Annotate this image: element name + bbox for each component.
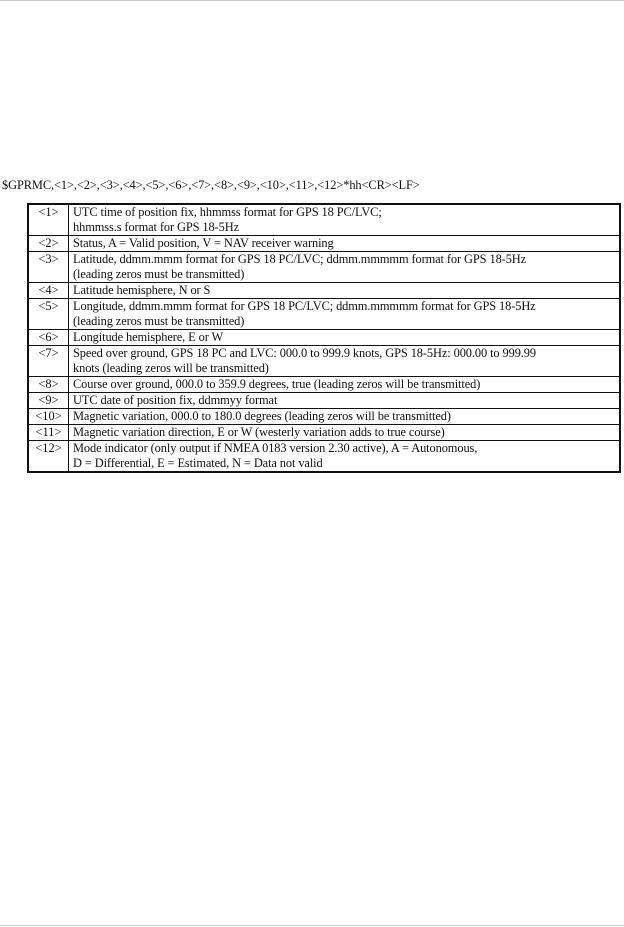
field-description <box>69 441 621 473</box>
table-row-field-11 <box>28 425 620 441</box>
table-row-field-6 <box>28 330 620 346</box>
field-id: <7> <box>28 346 69 377</box>
field-id: <9> <box>28 393 69 409</box>
field-description-line: UTC date of position fix, ddmmyy format <box>73 393 278 407</box>
field-description-line: Speed over ground, GPS 18 PC and LVC: 000.0 to 999.9 knots, GPS 18-5Hz: 000.00 to 999.99 <box>73 346 536 360</box>
field-description-line: knots (leading zeros will be transmitted) <box>73 361 269 375</box>
table-row-field-10 <box>28 409 620 425</box>
table-row-field-5 <box>28 299 620 330</box>
field-description-line: (leading zeros must be transmitted) <box>73 267 245 281</box>
field-description <box>69 393 621 409</box>
table-row-field-8 <box>28 377 620 393</box>
field-description-line: D = Differential, E = Estimated, N = Data not valid <box>73 456 323 470</box>
field-description <box>69 252 621 283</box>
field-id: <3> <box>28 252 69 283</box>
field-id: <4> <box>28 283 69 299</box>
field-description-line: UTC time of position fix, hhmmss format for GPS 18 PC/LVC; <box>73 205 382 219</box>
field-id: <5> <box>28 299 69 330</box>
field-description-line: Magnetic variation direction, E or W (westerly variation adds to true course) <box>73 425 445 439</box>
field-id: <10> <box>28 409 69 425</box>
field-id: <11> <box>28 425 69 441</box>
field-description <box>69 299 621 330</box>
table-row-field-9 <box>28 393 620 409</box>
field-description-line: (leading zeros must be transmitted) <box>73 314 245 328</box>
field-id: <8> <box>28 377 69 393</box>
field-description <box>69 409 621 425</box>
field-description <box>69 330 621 346</box>
field-description-line: hhmmss.s format for GPS 18-5Hz <box>73 220 239 234</box>
field-description-line: Longitude, ddmm.mmm format for GPS 18 PC/LVC; ddmm.mmmmm format for GPS 18-5Hz <box>73 299 536 313</box>
field-description-line: Latitude, ddmm.mmm format for GPS 18 PC/LVC; ddmm.mmmmm format for GPS 18-5Hz <box>73 252 527 266</box>
field-description-line: Longitude hemisphere, E or W <box>73 330 224 344</box>
table-row-field-12 <box>28 441 620 473</box>
table-row-field-1 <box>28 204 620 236</box>
field-id: <6> <box>28 330 69 346</box>
field-description <box>69 204 621 236</box>
field-description <box>69 346 621 377</box>
field-description-line: Magnetic variation, 000.0 to 180.0 degrees (leading zeros will be transmitted) <box>73 409 451 423</box>
table-row-field-2 <box>28 236 620 252</box>
field-description <box>69 425 621 441</box>
field-description-line: Course over ground, 000.0 to 359.9 degrees, true (leading zeros will be transmitted) <box>73 377 481 391</box>
field-description-line: Status, A = Valid position, V = NAV receiver warning <box>73 236 334 250</box>
field-description <box>69 377 621 393</box>
field-id: <12> <box>28 441 69 473</box>
field-definition-table <box>27 203 621 473</box>
table-row-field-7 <box>28 346 620 377</box>
field-description-line: Mode indicator (only output if NMEA 0183 version 2.30 active), A = Autonomous, <box>73 441 478 455</box>
field-id: <1> <box>28 204 69 236</box>
sentence-format-line: $GPRMC,<1>,<2>,<3>,<4>,<5>,<6>,<7>,<8>,<9>,<10>,<11>,<12>*hh<CR><LF> <box>2 178 420 192</box>
field-description <box>69 236 621 252</box>
page-bottom-border <box>0 925 624 926</box>
field-id: <2> <box>28 236 69 252</box>
field-description-line: Latitude hemisphere, N or S <box>73 283 211 297</box>
table-row-field-4 <box>28 283 620 299</box>
page-top-border <box>0 0 624 1</box>
table-row-field-3 <box>28 252 620 283</box>
field-description <box>69 283 621 299</box>
